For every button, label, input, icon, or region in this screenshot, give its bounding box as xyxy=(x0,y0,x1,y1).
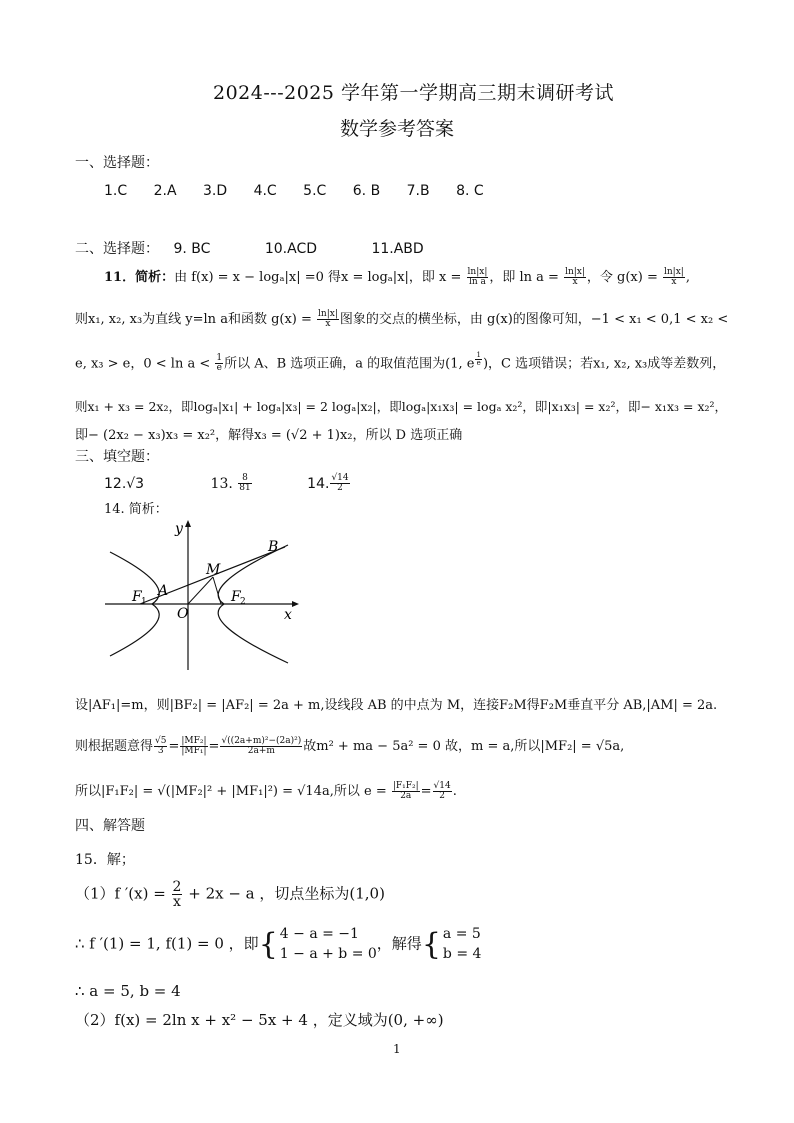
fraction: $\frac{√5}{3}$ xyxy=(155,736,167,756)
fraction: $\frac{1}{e}$ xyxy=(216,353,223,374)
p14-line-2: 则根据题意得 $\frac{√5}{3}$ = $\frac{\text{|MF₂|}}{\text{|MF₁|}}$ = $\frac{\text{√((2a+m)²−(2a)²)}}{2a+m}$ 故m² + ma − 5a² = 0 故，m = a,所以|MF₂| = √5a, xyxy=(75,736,625,756)
answer-8: 8. C xyxy=(456,183,484,199)
p11-text-1: 由 f(x) = x − logₐ|x| =0 得x = logₐ|x|，即 x = xyxy=(174,270,466,285)
answer-13-label: 13. xyxy=(210,475,233,492)
p11-line-4: 则x₁ + x₃ = 2x₂，即logₐ|x₁| + logₐ|x₃| = 2 logₐ|x₂|，即logₐ|x₁x₃| = logₐ x₂²，即|x₁x₃| = x₂²，即− x₁x₃ = x₂²， xyxy=(75,399,728,414)
answer-2: 2.A xyxy=(153,183,177,199)
fraction: $\frac{√14}{2}$ xyxy=(433,781,451,801)
section-2-row xyxy=(75,241,424,258)
label-O: O xyxy=(177,606,189,622)
answer-7: 7.B xyxy=(406,183,430,199)
p14-text-2a: 则根据题意得 xyxy=(75,739,154,754)
p14-text-2b: 故m² + ma − 5a² = 0 故，m = a,所以|MF₂| = √5a, xyxy=(303,739,625,754)
fraction: $\frac{\ln|x|}{x}$ xyxy=(663,267,684,287)
p11-text-2b: 图象的交点的横坐标，由 g(x)的图像可知，−1 < x₁ < 0,1 < x₂ < xyxy=(339,312,729,327)
fraction: $\frac{\text{|F₁F₂|}}{2a}$ xyxy=(392,781,419,801)
page-title: 2024---2025 学年第一学期高三期末调研考试 xyxy=(213,82,615,104)
answer-14-label: 14. xyxy=(307,475,330,492)
q15-part2-line: （2）f(x) = 2ln x + x² − 5x + 4 ，定义域为(0, +∞) xyxy=(75,1011,444,1029)
q15-text-1a: （1）f ′(x) = xyxy=(75,884,171,903)
p14-label: 14. 简析： xyxy=(104,502,168,517)
q15-line-2: ∴ f ′(1) = 1, f(1) = 0 ，即{ 4 − a = −1 1 − a + b = 0 ，解得{ a = 5 b = 4 xyxy=(75,925,481,964)
equation-system-1: 4 − a = −1 1 − a + b = 0 xyxy=(279,926,377,962)
section-4-heading: 四、解答题 xyxy=(75,818,145,834)
section-3-heading: 三、填空题： xyxy=(75,449,159,465)
p11-line-2 xyxy=(75,310,728,329)
answer-5: 5.C xyxy=(303,183,327,199)
q15-part1-line xyxy=(75,880,385,909)
p11-text-2: 则x₁, x₂, x₃为直线 y=ln a和函数 g(x) = xyxy=(75,312,317,327)
q15-label: 15．解； xyxy=(75,852,135,868)
p11-text-3b: 所以 A、B 选项正确，a 的取值范围为(1, e xyxy=(224,356,475,372)
answer-10: 10.ACD xyxy=(264,241,318,257)
label-F2: F xyxy=(231,589,241,605)
answer-13-fraction: $\frac{8}{81}$ xyxy=(239,473,251,493)
label-F2-sub: 2 xyxy=(240,597,246,607)
section-1-answers xyxy=(104,183,506,200)
page-number: 1 xyxy=(393,1042,401,1056)
p11-line-1: 11．简析：由 f(x) = x − logₐ|x| =0 得x = logₐ|x|，即 x = $\frac{\ln|x|}{\text{ln a}}$ ，即 ln a = $\frac{\ln|x|}{x}$ ，令 g(x) = $\frac{\ln|x|}{x}$ , xyxy=(104,267,690,287)
p11-text-3: e, x₃ > e，0 < ln a < xyxy=(75,356,215,372)
answer-3: 3.D xyxy=(202,183,228,199)
label-F1-sub: 1 xyxy=(141,597,147,607)
fraction: $\frac{2}{x}$ xyxy=(172,879,182,910)
fraction: 1 e xyxy=(476,351,481,367)
label-A: A xyxy=(158,583,169,599)
page-subtitle: 数学参考答案 xyxy=(340,118,455,140)
fraction: $\frac{\text{√((2a+m)²−(2a)²)}}{2a+m}$ xyxy=(221,736,302,756)
section-1-heading: 一、选择题： xyxy=(75,155,159,171)
answer-14-fraction: $\frac{√14}{2}$ xyxy=(331,473,349,493)
answer-4: 4.C xyxy=(253,183,277,199)
fill-answers xyxy=(104,474,351,493)
p11-text-3c: )，C 选项错误；若x₁, x₂, x₃成等差数列， xyxy=(482,356,726,372)
q15-line-3: ∴ a = 5, b = 4 xyxy=(75,982,181,1000)
p11-text-1c: ，令 g(x) = xyxy=(586,270,662,285)
q15-text-2a: ∴ f ′(1) = 1, f(1) = 0 ，即 xyxy=(75,934,259,953)
hyperbola-figure xyxy=(100,515,300,675)
label-x: x xyxy=(284,607,292,623)
p11-label: 11．简析： xyxy=(104,270,175,285)
fraction: $\frac{\ln|x|}{x}$ xyxy=(565,267,585,287)
section-2-heading: 二、选择题： xyxy=(75,241,159,257)
q15-text-1b: + 2x − a ，切点坐标为(1,0) xyxy=(183,884,385,903)
answer-1: 1.C xyxy=(104,183,128,199)
fraction: $\frac{\ln|x|}{\text{ln a}}$ xyxy=(467,267,488,287)
answer-6: 6. B xyxy=(352,183,381,199)
p14-text-3a: 所以|F₁F₂| = √(|MF₂|² + |MF₁|²) = √14a,所以 e = xyxy=(75,784,391,799)
p14-line-3: 所以|F₁F₂| = √(|MF₂|² + |MF₁|²) = √14a,所以 e = $\frac{\text{|F₁F₂|}}{2a}$ = $\frac{√14}{2}$ . xyxy=(75,781,457,801)
p11-line-5: 即− (2x₂ − x₃)x₃ = x₂²，解得x₃ = (√2 + 1)x₂，所以 D 选项正确 xyxy=(75,428,463,443)
label-B: B xyxy=(268,539,279,555)
answer-11: 11.ABD xyxy=(371,241,424,257)
p11-line-3 xyxy=(75,352,725,373)
p11-text-1b: ，即 ln a = xyxy=(489,270,564,285)
fraction: $\frac{\text{|MF₂|}}{\text{|MF₁|}}$ xyxy=(181,736,207,756)
answer-12: 12.√3 xyxy=(104,475,145,492)
answer-9: 9. BC xyxy=(173,241,211,257)
q15-text-2b: ，解得 xyxy=(376,934,422,953)
fraction: $\frac{\ln|x|}{x}$ xyxy=(318,309,338,329)
p14-line-1: 设|AF₁|=m，则|BF₂| = |AF₂| = 2a + m,设线段 AB 的中点为 M，连接F₂M得F₂M垂直平分 AB,|AM| = 2a. xyxy=(75,698,718,713)
label-F1: F xyxy=(132,589,142,605)
equation-system-2: a = 5 b = 4 xyxy=(442,926,482,962)
label-M: M xyxy=(206,562,221,578)
label-y: y xyxy=(175,521,183,537)
